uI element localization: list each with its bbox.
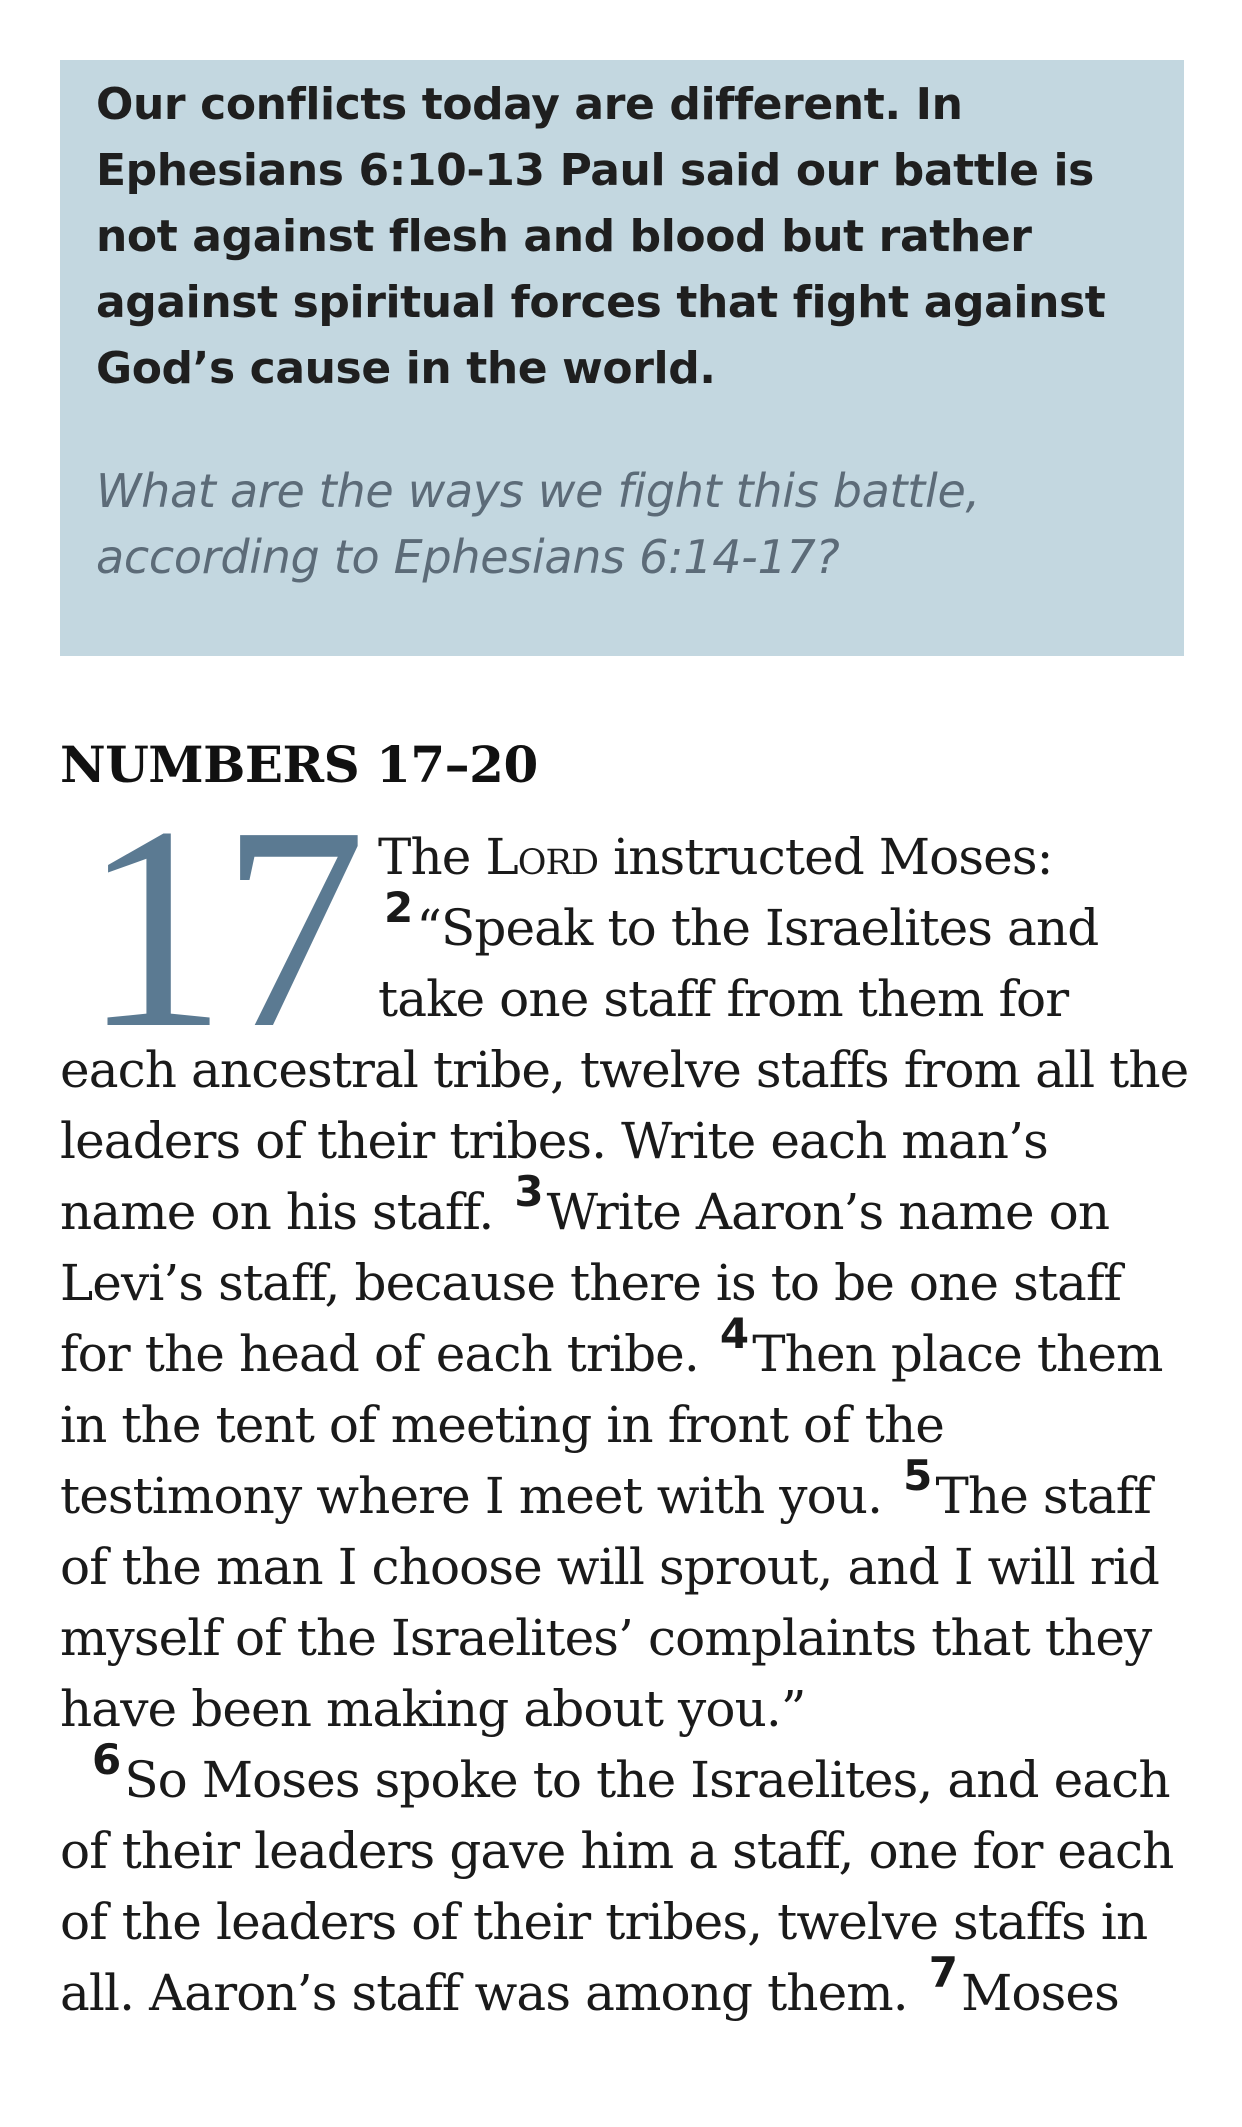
chapter-number-dropcap: 17 <box>82 767 360 1088</box>
verse-number-5: 5 <box>903 1450 932 1500</box>
verse-1-text-b: instructed Moses: <box>598 828 1053 886</box>
verse-number-3: 3 <box>514 1166 543 1216</box>
verse-1-text-a: The <box>378 828 486 886</box>
sidebar-question: What are the ways we fight this battle, according to Ephesians 6:14-17? <box>96 464 980 584</box>
verse-number-2: 2 <box>384 882 413 932</box>
verse-number-7: 7 <box>928 1947 958 1997</box>
verse-3-text: Write Aaron’s name on Levi’s staff, because there is to be one staff for the head of each tribe. <box>60 1183 1122 1383</box>
section-heading: NUMBERS 17–20 <box>60 735 538 794</box>
verse-number-6: 6 <box>92 1734 121 1784</box>
scripture-body <box>60 767 1190 2029</box>
scripture-paragraph-2 <box>60 1734 1190 2029</box>
verse-6-text: So Moses spoke to the Israelites, and each of their leaders gave him a staff, one for each of the leaders of their tribes, twelve staffs in all. Aaron’s staff was among them. <box>60 1751 1174 2022</box>
sidebar-statement: Our conflicts today are different. In Ephesians 6:10-13 Paul said our battle is not against flesh and blood but rather against spiritual forces that fight against God’s cause in the world. <box>96 79 1106 394</box>
lord-smallcaps: Lord <box>485 828 599 886</box>
verse-2-text: “Speak to the Israelites and take one staff from them for each ancestral tribe, twelve staffs from all the leaders of their tribes. Write each man’s name on his staff. <box>60 899 1189 1241</box>
verse-4-text: Then place them in the tent of meeting in front of the testimony where I meet with you. <box>60 1325 1163 1525</box>
reflection-sidebar <box>60 60 1184 656</box>
verse-5-text: The staff of the man I choose will sprout, and I will rid myself of the Israelites’ complaints that they have been making about you.” <box>60 1467 1160 1738</box>
verse-7-text: Moses <box>961 1964 1119 2022</box>
scripture-paragraph-1 <box>60 767 1190 1745</box>
verse-number-4: 4 <box>719 1308 749 1358</box>
